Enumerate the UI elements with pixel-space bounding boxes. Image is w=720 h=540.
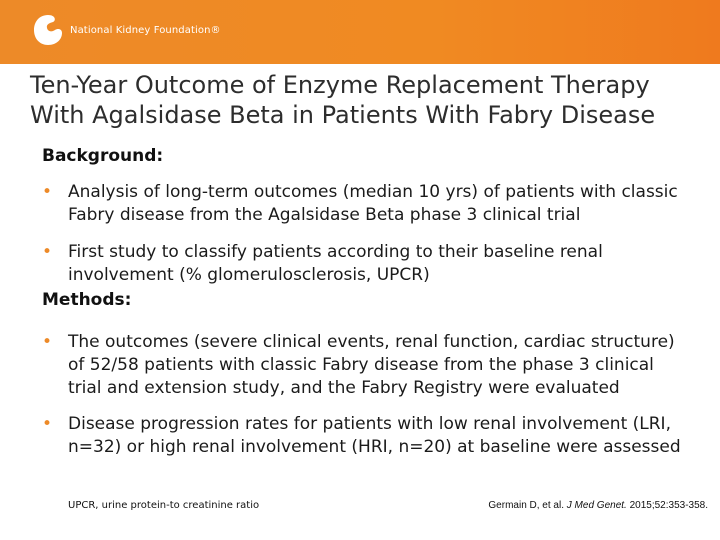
- methods-bullet-1: The outcomes (severe clinical events, renal function, cardiac structure) of 52/58 patients with classic Fabry disease from the phase 3 clinical trial and extension study, and the Fabry Registry were evaluated: [68, 332, 675, 398]
- citation: [488, 500, 708, 511]
- page-title: [30, 70, 690, 130]
- list-item: [42, 331, 692, 400]
- citation-details: 2015;52:353-358.: [629, 500, 708, 511]
- bullet-icon: •: [42, 182, 53, 202]
- list-item: [42, 413, 692, 459]
- logo-text: National Kidney Foundation®: [70, 24, 221, 36]
- background-bullet-2: First study to classify patients according to their baseline renal involvement (% glomerulosclerosis, UPCR): [68, 242, 603, 285]
- kidney-icon: [30, 12, 66, 48]
- list-item: [42, 181, 692, 227]
- background-heading: Background:: [42, 146, 164, 166]
- citation-authors: Germain D, et al.: [488, 500, 564, 511]
- header-band: [0, 0, 720, 64]
- bullet-icon: •: [42, 242, 53, 262]
- bullet-icon: •: [42, 332, 53, 352]
- title-line-1: Ten-Year Outcome of Enzyme Replacement Therapy: [30, 71, 650, 99]
- citation-journal: J Med Genet.: [566, 500, 627, 511]
- nkf-logo: [30, 12, 221, 48]
- background-bullet-1: Analysis of long-term outcomes (median 10 yrs) of patients with classic Fabry disease from the Agalsidase Beta phase 3 clinical trial: [68, 182, 678, 225]
- methods-heading: Methods:: [42, 290, 132, 310]
- list-item: [42, 241, 692, 287]
- title-line-2: With Agalsidase Beta in Patients With Fabry Disease: [30, 101, 656, 129]
- bullet-icon: •: [42, 414, 53, 434]
- footnote: UPCR, urine protein-to creatinine ratio: [68, 500, 260, 511]
- methods-bullet-2: Disease progression rates for patients with low renal involvement (LRI, n=32) or high renal involvement (HRI, n=20) at baseline were assessed: [68, 414, 681, 457]
